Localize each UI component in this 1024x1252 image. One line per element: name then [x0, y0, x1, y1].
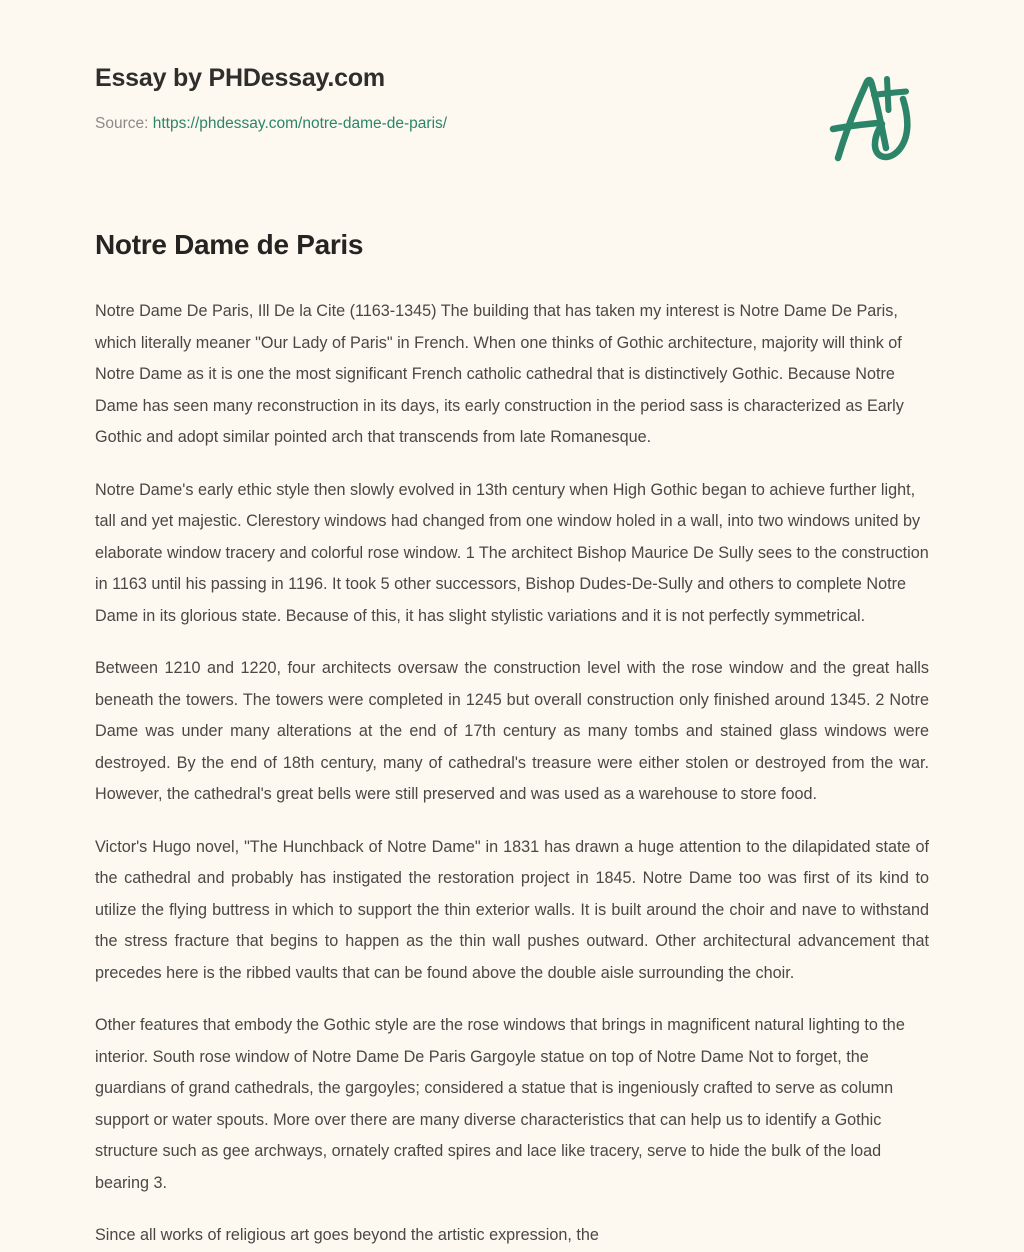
brand-block — [95, 62, 929, 134]
paragraph: Notre Dame's early ethic style then slowly evolved in 13th century when High Gothic began to achieve further light, tall and yet majestic. Clerestory windows had changed from one window holed in a wall, into two windows united by elaborate window tracery and colorful rose window. 1 The architect Bishop Maurice De Sully sees to the construction in 1163 until his passing in 1196. It took 5 other successors, Bishop Dudes-De-Sully and others to complete Notre Dame in its glorious state. Because of this, it has slight stylistic variations and it is not perfectly symmetrical. — [95, 480, 929, 625]
body-copy — [95, 296, 929, 1252]
paragraph: Other features that embody the Gothic style are the rose windows that brings in magnificent natural lighting to the interior. South rose window of Notre Dame De Paris Gargoyle statue on top of Notre Dame Not to forget, the guardians of grand cathedrals, the gargoyles; considered a statue that is ingeniously crafted to serve as column support or water spouts. More over there are many diverse characteristics that can help us to identify a Gothic structure such as gee archways, ornately crafted spires and lace like tracery, serve to hide the bulk of the load bearing 3. — [95, 1016, 905, 1192]
page-header — [0, 0, 1024, 185]
source-url-link[interactable]: https://phdessay.com/notre-dame-de-paris/ — [152, 114, 448, 132]
paragraph: Since all works of religious art goes beyond the artistic expression, the — [95, 1226, 599, 1244]
source-label: Source: — [95, 114, 149, 132]
paragraph: Victor's Hugo novel, "The Hunchback of Notre Dame" in 1831 has drawn a huge attention to the dilapidated state of the cathedral and probably has instigated the restoration project in 1845. Notre Dame too was first of its kind to utilize the flying buttress in which to support the thin exterior walls. It is built around the choir and nave to withstand the stress fracture that begins to happen as the thin wall pushes outward. Other architectural advancement that precedes here is the ribbed vaults that can be found above the double aisle surrounding the choir. — [95, 837, 929, 982]
article-body — [0, 227, 1024, 1252]
source-line — [95, 113, 929, 135]
a-plus-logo-icon — [824, 66, 924, 166]
brand-title: Essay by PHDessay.com — [95, 64, 385, 92]
page-title: Notre Dame de Paris — [95, 229, 364, 260]
paragraph: Notre Dame De Paris, Ill De la Cite (1163-1345) The building that has taken my interest is Notre Dame De Paris, which literally meaner "Our Lady of Paris" in French. When one thinks of Gothic architecture, majority will think of Notre Dame as it is one the most significant French catholic cathedral that is distinctively Gothic. Because Notre Dame has seen many reconstruction in its days, its early construction in the period sass is characterized as Early Gothic and adopt similar pointed arch that transcends from late Romanesque. — [95, 302, 904, 446]
paragraph: Between 1210 and 1220, four architects oversaw the construction level with the rose window and the great halls beneath the towers. The towers were completed in 1245 but overall construction only finished around 1345. 2 Notre Dame was under many alterations at the end of 17th century as many tombs and stained glass windows were destroyed. By the end of 18th century, many of cathedral's treasure were either stolen or destroyed from the war. However, the cathedral's great bells were still preserved and was used as a warehouse to store food. — [95, 659, 929, 803]
